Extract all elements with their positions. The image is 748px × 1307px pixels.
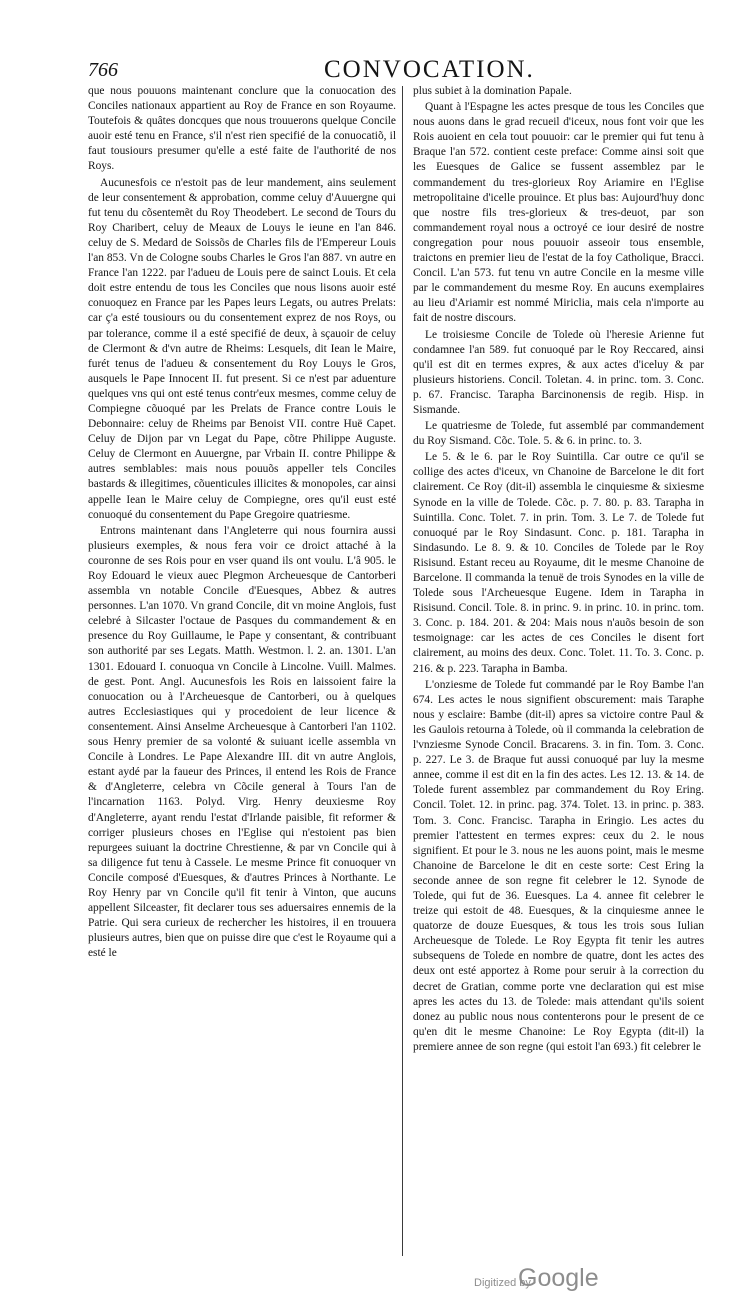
paragraph: L'onziesme de Tolede fut commandé par le Roy Bambe l'an 674. Les actes le nous signifient obscurement: mais Taraphe nous y esclaire: Bambe (dit-il) apres sa victoire contre Paul & les Gaulois retourna à Tolede, où il commanda la celebration de l'vnziesme Synode Concil. Bracarens. 3. in fin. Tom. 3. Conc. p. 227. Le 3. de Braque fut aussi conuoqué par luy la mesme annee, comme il est dit en la fin des actes. Les 12. 13. & 14. de Tolede furent assemblez par commandement du Roy Ering. Concil. Tolet. 12. in princ. pag. 374. Tolet. 13. in princ. p. 383. Tom. 3. Conc. Francisc. Tarapha in Eringio. Les actes du premier l'attestent en termes expres: ceux du 2. le nous signifient. Et pour le 3. nous ne les auons point, mais le mesme Chanoine de Barcelone le dit en ceste sorte: Cest Ering la seconde annee de son regne fit celebrer le 12. Synode de Tolede, qui fut de 36. Euesques. La 4. annee fit celebrer le treize qui estoit de 48. Euesques, & la cinquiesme annee le quatorze de douze Euesques, & tous les trois sous Iulian Archeuesque de Tolede. Le Roy Egypta fit tenir les autres subsequens de Tolede en nombre de quatre, dont les actes des deux ont esté apportez à Rome pour seruir à la correction du decret de Gratian, comme porte vne declaration qui est mise apres les actes du 13. de Tolede: mais attendant qu'ils soient donez au public nous nous contenterons pour le present de ce qu'en dit le mesme Chanoine: Le Roy Egypta (dit-il) la premiere annee de son regne (qui estoit l'an 693.) fit celebrer le xyxy=(413,678,704,1053)
paragraph: que nous pouuons maintenant conclure que la conuocation des Conciles nationaux appartient au Roy de France en son Royaume. Toutefois & quâtes doncques que nous trouuerons quelque Concile auoir esté tenu en France, s'il n'est rien specifié de la conuocatiõ, il faut tousiours presumer qu'elle a esté faite de l'authorité de nos Roys. xyxy=(88,85,396,173)
paragraph: Quant à l'Espagne les actes presque de tous les Conciles que nous auons dans le grad recueil d'iceux, nous font voir que les Rois auoient en cela tout pouuoir: car le premier qui fut tenu à Braque l'an 572. contient ceste preface: Comme ainsi soit que les Euesques de Galice se fussent assemblez par le commandement du tres-glorieux Roy Ariamire en l'Eglise metropolitaine d'icelle prouince. Et plus bas: Aujourd'huy donc que nostre fils tres-glorieux & tres-deuot, par son commandement royal nous a octroyé ce iour desiré de nostre congregation pour nous pouuoir asseoir tous ensemble, traictons en premier lieu de l'estat de la foy Catholique, Bracci. Concil. L'an 573. fut tenu vn autre Concile en la mesme ville par le commandement du mesme Roy. En aucuns exemplaires au lieu d'Ariamir est nommé Miriclia, mais cela n'importe au fait de nostre discours. xyxy=(413,101,704,325)
paragraph: Le troisiesme Concile de Tolede où l'heresie Arienne fut condamnee l'an 589. fut conuoqué par le Roy Reccared, ainsi qu'il est dit en termes expres, & aux actes d'iceluy & par plusieurs historiens. Concil. Toletan. 4. in princ. tom. 3. Conc. p. 67. Francisc. Tarapha Barcinonensis de regib. Hisp. in Sismande. xyxy=(413,328,704,416)
column-divider xyxy=(402,86,403,1256)
paragraph: Entrons maintenant dans l'Angleterre qui nous fournira aussi plusieurs exemples, & nous fera voir ce droict attaché à la couronne de ses Rois pour en vser quand ils ont voulu. L'â 905. le Roy Edouard le vieux auec Plegmon Archeuesque de Cantorberi assembla vn notable Concile d'Euesques, Abbez & autres personnes. L'an 1070. Vn grand Concile, dit vn moine Anglois, fust celebré à Silcaster l'octaue de Pasques du commandement & en presence du Roy Guillaume, le Pape y consentant, & contribuant son authorité par ses Legats. Matth. Westmon. l. 2. an. 1301. L'an 1301. Edouard I. conuoqua vn Concile à Lincolne. Vuill. Malmes. de gest. Pont. Angl. Aucunesfois les Rois en laissoient faire la conuocation ou à l'Archeuesque de Cantorberi, ou à quelques autres Ecclesiastiques qui y procedoient de leur licence & consentement. Ainsi Anselme Archeuesque à Cantorberi l'an 1102. sous Henry premier de sa volonté & suiuant icelle assembla vn Concile à Londres. Le Pape Alexandre III. dit vn autre Anglois, estant aydé par la faueur des Princes, il entend les Rois de France & d'Angleterre, celebra vn Cõcile general à Tours l'an de l'incarnation 1163. Polyd. Virg. Henry deuxiesme Roy d'Angleterre, ayant rendu l'estat d'Irlande paisible, fit reformer & corriger plusieurs choses en l'Eglise qui n'estoient pas bien repurgees suiuant la doctrine Chrestienne, & par vn Concile qui à sa diligence fut tenu à Cassele. Le mesme Prince fit conuoquer vn Concile composé d'Euesques, & d'autres Princes à Northante. Le Roy Henry par vn Concile qu'il fit tenir à Vinton, que aucuns appellent Silceaster, fit declarer tous ses aduersaires ennemis de la Patrie. Qui sera curieux de rechercher les histoires, il en trouuera plusieurs autres, bien que on puisse dire que c'est le Royaume qui a esté le xyxy=(88,524,396,960)
paragraph: plus subiet à la domination Papale. xyxy=(413,85,572,97)
digitized-watermark xyxy=(474,1264,599,1300)
left-column xyxy=(88,84,396,1259)
page-number: 766 xyxy=(88,59,118,81)
paragraph: Le quatriesme de Tolede, fut assemblé par commandement du Roy Sismand. Cõc. Tole. 5. & 6. in princ. to. 3. xyxy=(413,420,704,448)
watermark-prefix: Digitized by xyxy=(474,1277,531,1289)
paragraph: Le 5. & le 6. par le Roy Suintilla. Car outre ce qu'il se collige des actes d'iceux, vn Chanoine de Barcelone le dit fort clairement. Ce Roy (dit-il) assembla le cinquiesme & sixiesme Synode en la ville de Tolede. Cõc. p. 7. 80. p. 83. Tarapha in Suintilla. Conc. Tolet. 7. in prin. Tom. 3. Le 7. de Tolede fut conuoqué par le Roy Sindasunt. Conc. p. 181. Tarapha in Sindasundo. Le 8. 9. & 10. Conciles de Tolede par le Roy Risisund. Estant receu au Royaume, dit le mesme Chanoine de Barcelone. Il commanda la tenuë de trois Synodes en la ville de Tolede sous l'Archeuesque Eugene. Idem in Tarapha in Risisund. Concil. Tole. 8. in princ. 9. in princ. 10. in princ. tom. 3. Conc. p. 184. 201. & 204: Mais nous n'auõs besoin de son tesmoignage: car les actes de ces Conciles le disent fort clairement, au moins des deux. Conc. Tolet. 11. To. 3. Conc. p. 216. & p. 223. Tarapha in Bamba. xyxy=(413,451,704,675)
paragraph: Aucunesfois ce n'estoit pas de leur mandement, ains seulement de leur consentement & approbation, comme celuy d'Auuergne qui fut tenu du cõsentemẽt du Roy Theodebert. Le second de Tours du Roy Charibert, celuy de Meaux de Louys le ieune en l'an 846. celuy de S. Medard de Soissõs de Charles fils de l'Empereur Louis l'an 853. Vn de Cologne soubs Charles le Gros l'an 887. vn autre en France l'an 1222. par l'adueu de Louis pere de sainct Louis. Et cela doit estre entendu de tous les Conciles que nous lisons auoir esté conuoquez en France par les Papes leurs Legats, ou autres Prelats: car ç'a esté tousiours ou du consentement exprez de nos Roys, ou par tolerance, comme il a esté specifié de deux, à sçauoir de celuy de Clermont & d'vn autre de Rheims: Lesquels, dit Iean le Maire, furét tenus de l'adueu & consentement du Roy Louys le Gros, ausquels le Pape Innocent II. fut present. Si ce n'est par aduenture quelques vns qui ont esté tenus contr'eux mesmes, comme celuy de Compiegne cõuoqué par les Prelats de France contre Louis le Debonnaire: celuy de Rheims par Benoist VII. contre Huë Capet. Celuy de Dijon par vn Legat du Pape, cõtre Philippe Auguste. Celuy de Clermont en Auuergne, par Vrbain II. contre Philippe & autres semblables: mais nous pouuõs appeller tels Conciles bastards & illegitimes, cõuenticules illicites & monopoles, car ainsi appelle Iean le Maire celuy de Compiegne, ores qu'il eust esté conuoqué du consentement du Pape Gregoire quatriesme. xyxy=(88,176,396,521)
running-title: CONVOCATION. xyxy=(324,56,535,83)
text-columns xyxy=(88,84,704,1259)
google-logo: Google xyxy=(518,1264,599,1292)
right-column xyxy=(413,84,704,1259)
